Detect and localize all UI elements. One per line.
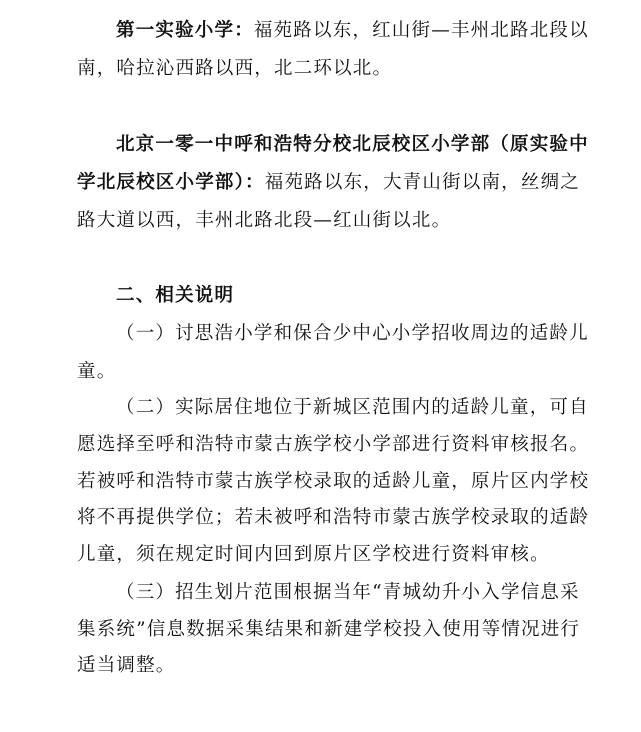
school-entry-line (77, 165, 637, 201)
paragraph-line: 将不再提供学位；若未被呼和浩特市蒙古族学校录取的适龄 (77, 507, 590, 528)
school-name-label: 北京一零一中呼和浩特分校北辰校区小学部（原实验中 (116, 134, 589, 155)
paragraph-line: 愿选择至呼和浩特市蒙古族学校小学部进行资料审核报名。 (77, 434, 590, 455)
school-entry-line (116, 13, 636, 49)
paragraph-line: 适当调整。 (77, 655, 176, 676)
school-boundary-text: 福苑路以东，大青山街以南，丝绸之 (264, 172, 580, 193)
paragraph-line: 儿童，须在规定时间内回到原片区学校进行资料审核。 (77, 544, 550, 565)
school-boundary-text: 福苑路以东，红山街—丰州北路北段以 (253, 20, 589, 41)
school-name-label: 第一实验小学： (116, 20, 254, 41)
school-boundary-line: 路大道以西，丰州北路北段—红山街以北。 (77, 210, 452, 231)
school-name-label: 学北辰校区小学部）： (77, 172, 265, 193)
paragraph-line: （二）实际居住地位于新城区范围内的适龄儿童，可自 (116, 397, 589, 418)
school-boundary-line: 南，哈拉沁西路以西，北二环以北。 (77, 58, 393, 79)
paragraph-line: 集系统”信息数据采集结果和新建学校投入使用等情况进行 (77, 619, 581, 640)
paragraph-line: （三）招生划片范围根据当年“青城幼升小入学信息采 (116, 582, 580, 603)
paragraph-line: 童。 (77, 361, 117, 382)
paragraph-line: （一）讨思浩小学和保合少中心小学招收周边的适龄儿 (116, 323, 589, 344)
paragraph-line: 若被呼和浩特市蒙古族学校录取的适龄儿童，原片区内学校 (77, 471, 590, 492)
section-heading: 二、相关说明 (116, 285, 235, 306)
